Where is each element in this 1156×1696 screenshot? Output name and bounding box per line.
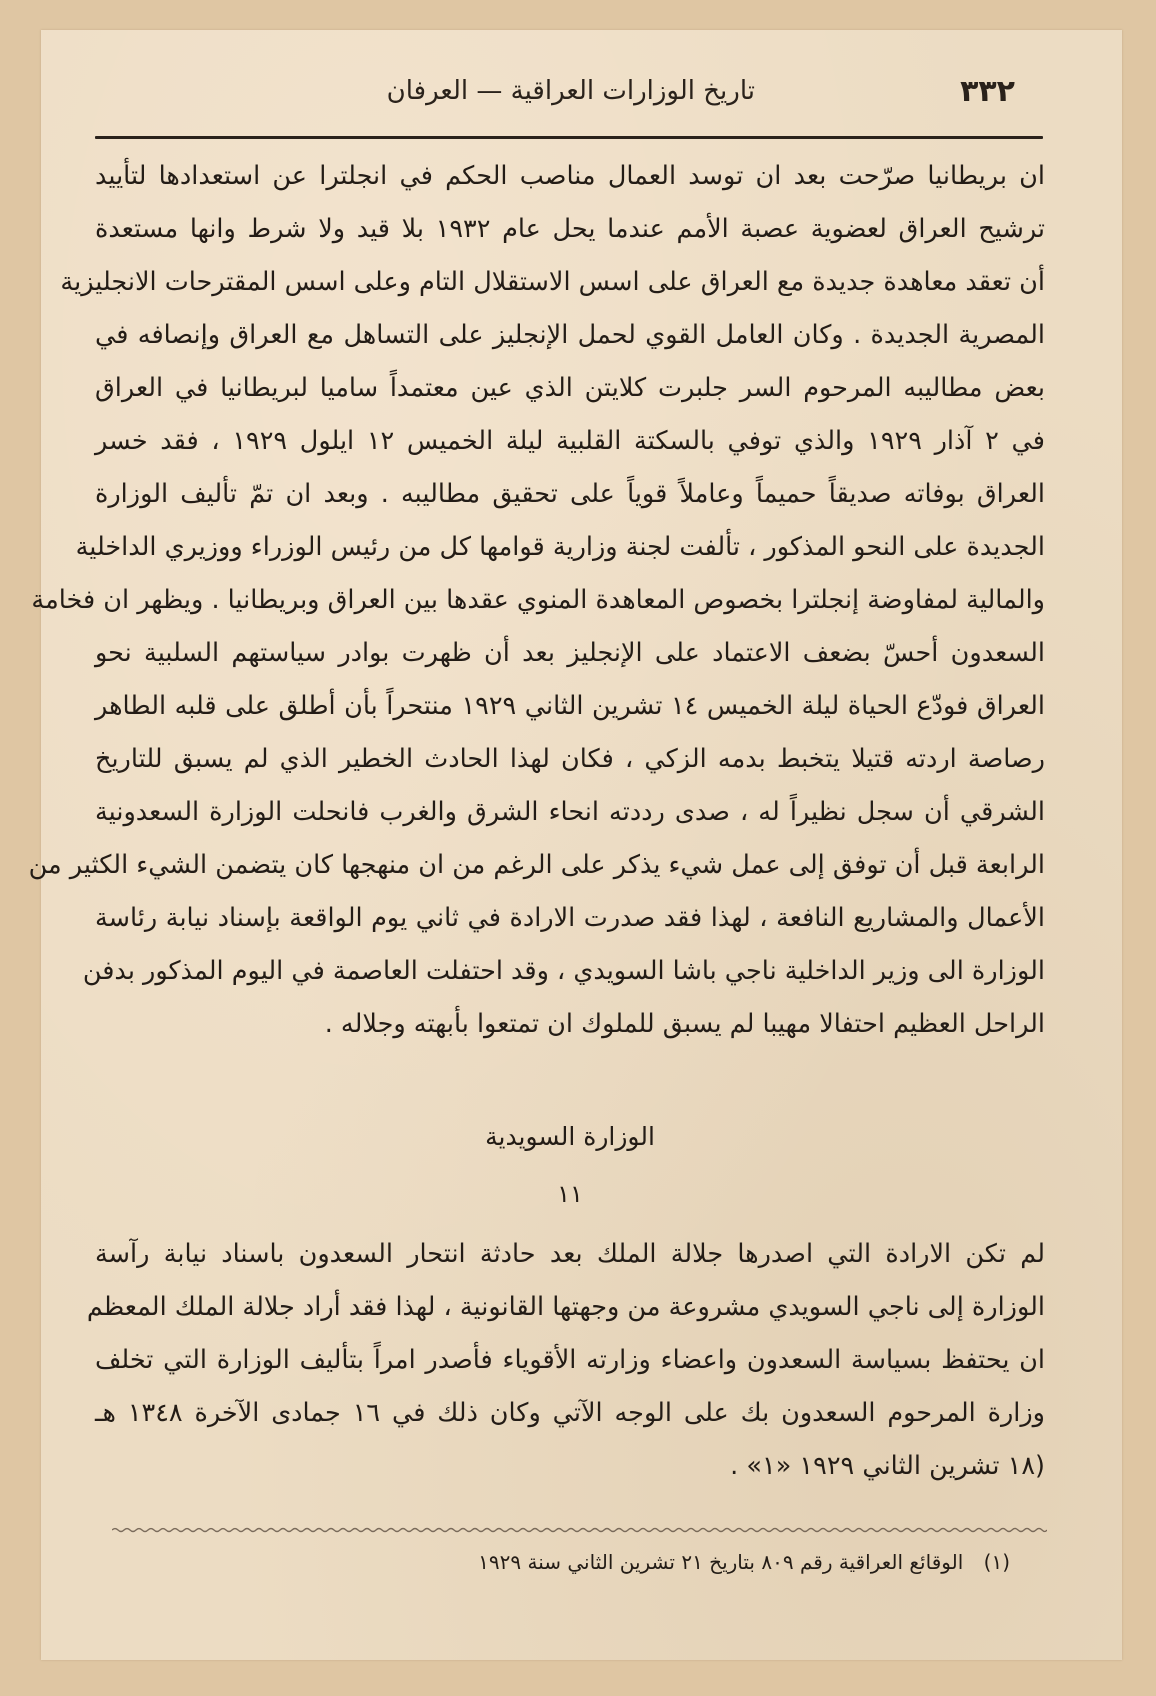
- footnote: [95, 1550, 1010, 1574]
- text-line: ترشيح العراق لعضوية عصبة الأمم عندما يحل عام ١٩٣٢ بلا قيد ولا شرط وانها مستعدة: [95, 214, 1046, 244]
- book-title: تاريخ الوزارات العراقية — العرفان: [386, 76, 755, 106]
- text-line: الراحل العظيم احتفالا مهيبا لم يسبق للملوك ان تمتعوا بأبهته وجلاله .: [324, 1009, 1045, 1039]
- page-number: ٣٣٢: [960, 74, 1015, 109]
- second-paragraph: [86, 1228, 1045, 1493]
- text-line: (١٨ تشرين الثاني ١٩٢٩ «١» .: [730, 1451, 1045, 1481]
- text-line: السعدون أحسّ بضعف الاعتماد على الإنجليز بعد أن ظهرت بوادر سياستهم السلبية نحو: [95, 638, 1045, 668]
- text-line: لم تكن الارادة التي اصدرها جلالة الملك بعد حادثة انتحار السعدون باسناد نيابة رآسة: [95, 1239, 1045, 1269]
- text-line: الأعمال والمشاريع النافعة ، لهذا فقد صدرت الارادة في ثاني يوم الواقعة بإسناد نيابة رئاسة: [95, 903, 1045, 933]
- text-line: العراق فودّع الحياة ليلة الخميس ١٤ تشرين الثاني ١٩٢٩ منتحراً بأن أطلق على قلبه الطاهر: [95, 691, 1045, 721]
- text-line: الجديدة على النحو المذكور ، تألفت لجنة وزارية قوامها كل من رئيس الوزراء ووزيري الداخلية: [75, 532, 1045, 562]
- section-number: ١١: [557, 1180, 583, 1208]
- running-head: [95, 70, 1045, 120]
- text-line: الشرقي أن سجل نظيراً له ، صدى رددته انحاء الشرق والغرب فانحلت الوزارة السعدونية: [95, 797, 1045, 827]
- footnote-number: (١): [983, 1550, 1010, 1574]
- text-line: رصاصة اردته قتيلا يتخبط بدمه الزكي ، فكان لهذا الحادث الخطير الذي لم يسبق للتاريخ: [95, 744, 1045, 774]
- text-line: أن تعقد معاهدة جديدة مع العراق على اسس الاستقلال التام وعلى اسس المقترحات الانجليزية: [60, 267, 1045, 297]
- text-line: والمالية لمفاوضة إنجلترا بخصوص المعاهدة المنوي عقدها بين العراق وبريطانيا . ويظهر ان فخامة: [31, 585, 1045, 615]
- main-paragraph: [28, 150, 1046, 1051]
- text-line: الوزارة إلى ناجي السويدي مشروعة من وجهتها القانونية ، لهذا فقد أراد جلالة الملك المعظم: [86, 1292, 1045, 1322]
- footnote-text: الوقائع العراقية رقم ٨٠٩ بتاريخ ٢١ تشرين الثاني سنة ١٩٢٩: [478, 1550, 964, 1574]
- header-rule: [95, 136, 1043, 139]
- text-line: ان يحتفظ بسياسة السعدون واعضاء وزارته الأقوياء فأصدر امراً بتأليف الوزارة التي تخلف: [95, 1345, 1045, 1375]
- wavy-rule-icon: [112, 1527, 1047, 1533]
- text-line: الرابعة قبل أن توفق إلى عمل شيء يذكر على الرغم من ان منهجها كان يتضمن الشيء الكثير من: [28, 850, 1045, 880]
- footnote-divider: [112, 1527, 1047, 1533]
- text-line: بعض مطاليبه المرحوم السر جلبرت كلايتن الذي عين معتمداً ساميا لبريطانيا في العراق: [95, 373, 1045, 403]
- text-line: وزارة المرحوم السعدون بك على الوجه الآتي وكان ذلك في ١٦ جمادى الآخرة ١٣٤٨ هـ: [95, 1398, 1045, 1428]
- text-line: العراق بوفاته صديقاً حميماً وعاملاً قوياً على تحقيق مطاليبه . وبعد ان تمّ تأليف الوزارة: [95, 479, 1045, 509]
- section-title: الوزارة السويدية: [485, 1122, 655, 1151]
- text-line: ان بريطانيا صرّحت بعد ان توسد العمال مناصب الحكم في انجلترا عن استعدادها لتأييد: [95, 161, 1045, 191]
- text-line: المصرية الجديدة . وكان العامل القوي لحمل الإنجليز على التساهل مع العراق وإنصافه في: [95, 320, 1045, 350]
- text-line: في ٢ آذار ١٩٢٩ والذي توفي بالسكتة القلبية ليلة الخميس ١٢ ايلول ١٩٢٩ ، فقد خسر: [95, 426, 1045, 456]
- text-line: الوزارة الى وزير الداخلية ناجي باشا السويدي ، وقد احتفلت العاصمة في اليوم المذكور بدفن: [82, 956, 1045, 986]
